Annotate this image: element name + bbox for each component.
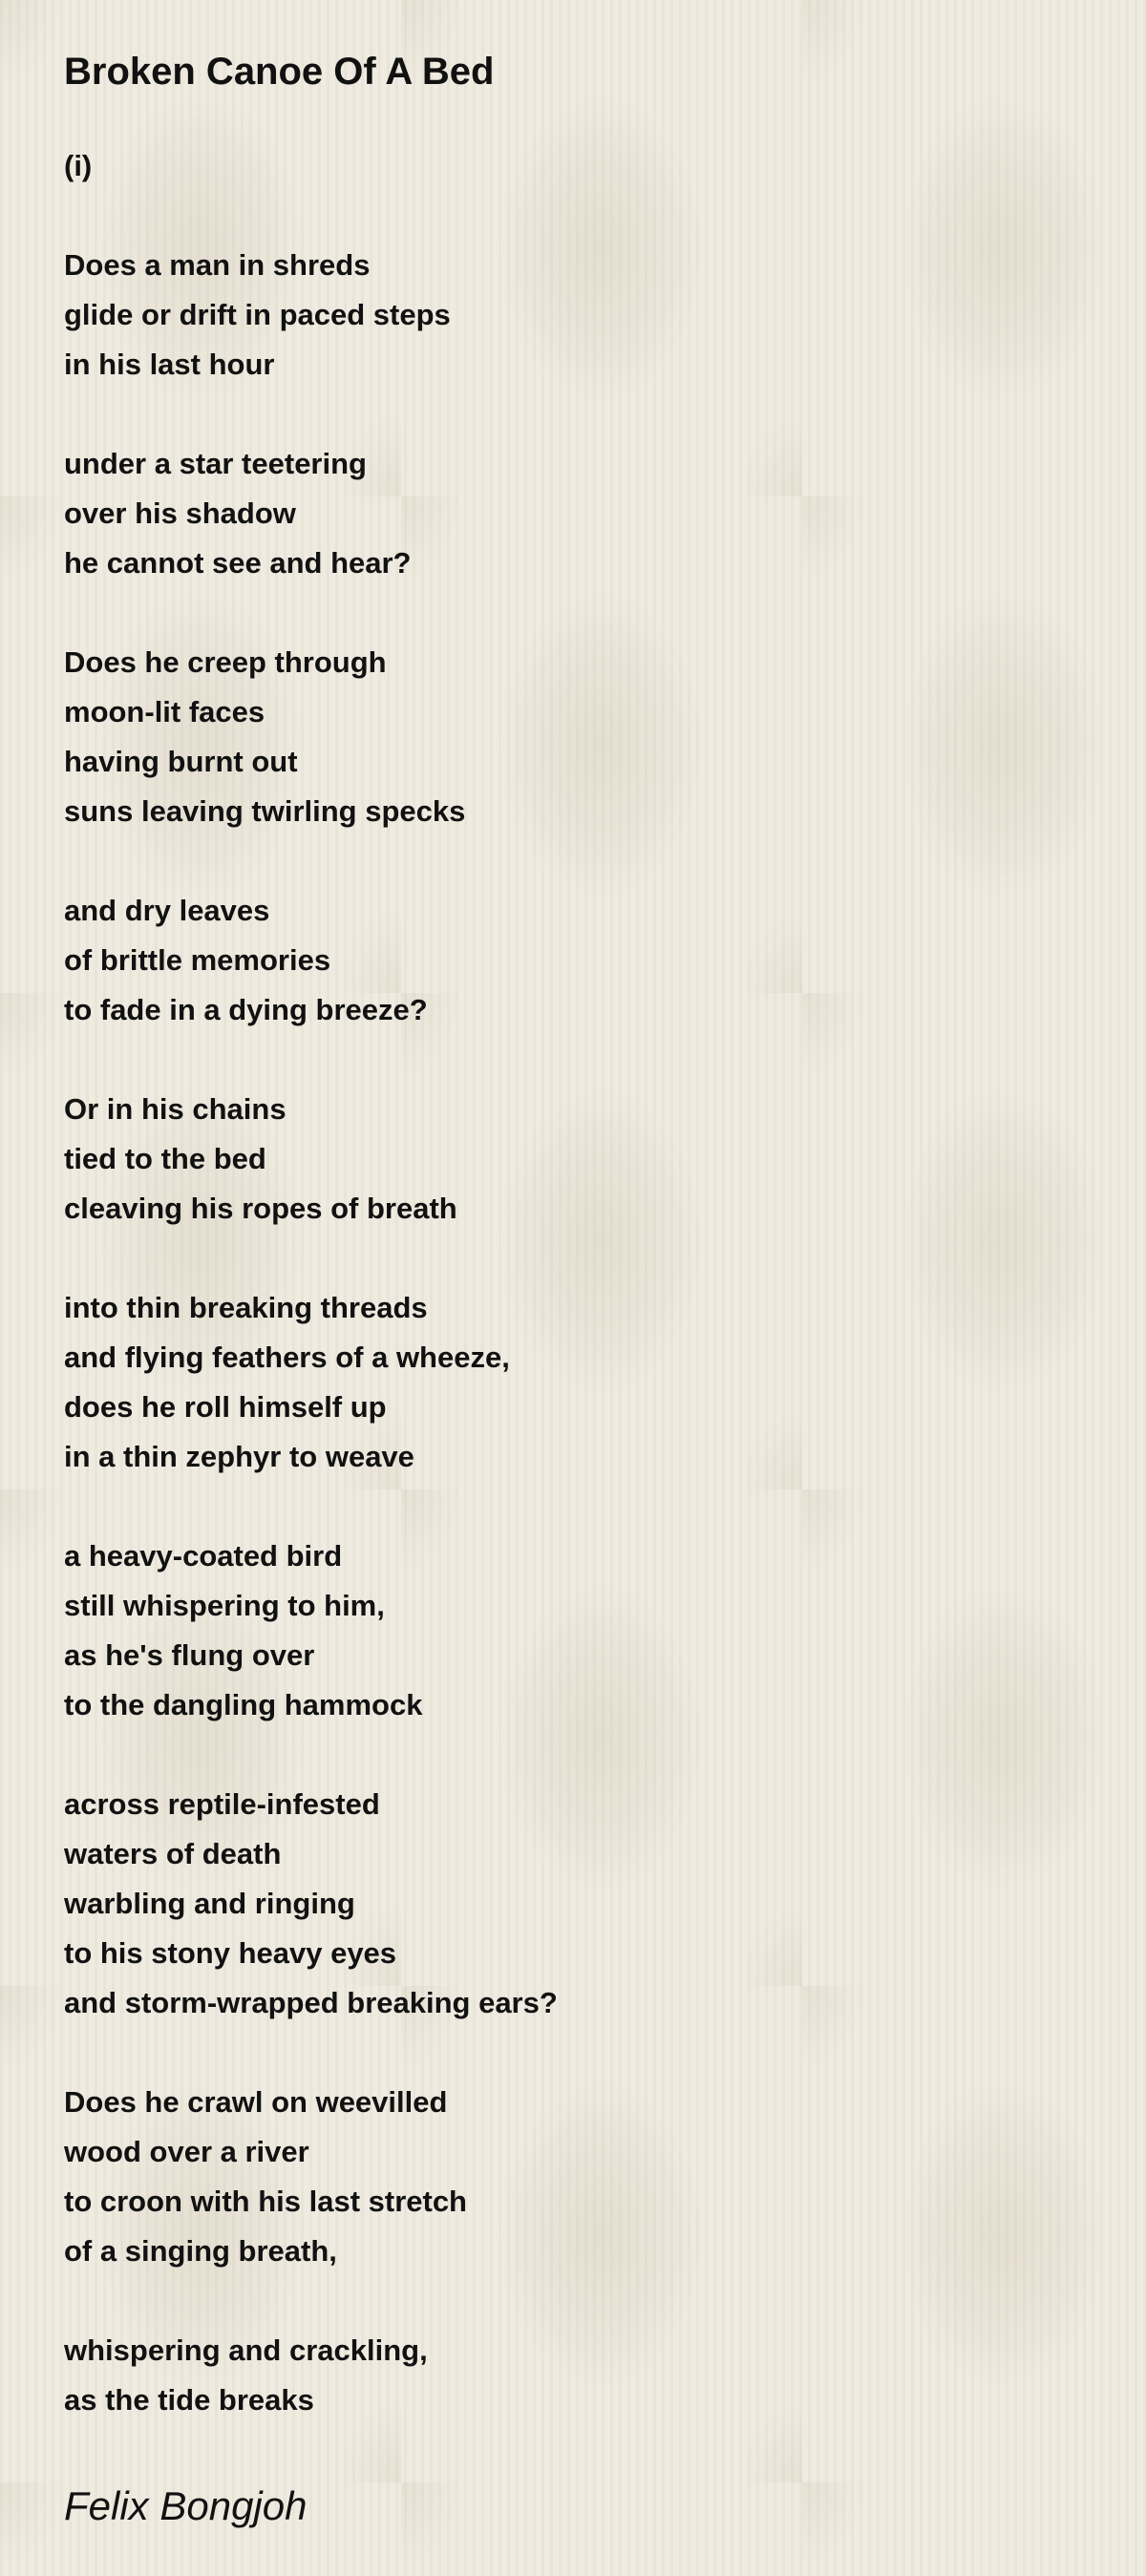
poem-line: to fade in a dying breeze? (64, 993, 428, 1026)
poem-stanza (64, 2326, 1076, 2425)
poem-line: waters of death (64, 1837, 282, 1870)
poem-page (64, 50, 1076, 2530)
poem-stanza (64, 1283, 1076, 1482)
poem-line: still whispering to him, (64, 1589, 385, 1622)
poem-line: as the tide breaks (64, 2383, 314, 2417)
poem-line: cleaving his ropes of breath (64, 1192, 457, 1225)
poem-line: to his stony heavy eyes (64, 1936, 397, 1970)
poem-line: to the dangling hammock (64, 1688, 423, 1721)
poem-line: he cannot see and hear? (64, 546, 412, 580)
poem-title: Broken Canoe Of A Bed (64, 51, 495, 93)
poem-line: to croon with his last stretch (64, 2185, 467, 2218)
poem-line: across reptile-infested (64, 1787, 380, 1821)
poem-stanza (64, 886, 1076, 1035)
poem-stanza (64, 141, 1076, 191)
poem-line: and storm-wrapped breaking ears? (64, 1986, 558, 2019)
poem-line: Does he creep through (64, 645, 387, 679)
poem-line: over his shadow (64, 496, 296, 530)
poem-line: wood over a river (64, 2135, 309, 2168)
poem-line: tied to the bed (64, 1142, 266, 1175)
poem-line: does he roll himself up (64, 1390, 387, 1424)
poem-stanza (64, 638, 1076, 836)
poem-line: Does a man in shreds (64, 248, 371, 282)
poem-line: in a thin zephyr to weave (64, 1440, 414, 1473)
poem-line: of brittle memories (64, 943, 331, 977)
poem-line: Or in his chains (64, 1092, 286, 1126)
poem-line: suns leaving twirling specks (64, 794, 466, 828)
poem-stanza (64, 1085, 1076, 1234)
poem-line: glide or drift in paced steps (64, 298, 451, 331)
poem-line: in his last hour (64, 348, 275, 381)
poem-line: and flying feathers of a wheeze, (64, 1341, 510, 1374)
poem-line: Does he crawl on weevilled (64, 2085, 448, 2119)
poem-line: warbling and ringing (64, 1887, 355, 1920)
poem-stanza (64, 241, 1076, 390)
poem-line: (i) (64, 149, 93, 182)
poem-line: a heavy-coated bird (64, 1539, 343, 1573)
poem-line: whispering and crackling, (64, 2333, 428, 2367)
poem-line: into thin breaking threads (64, 1291, 428, 1324)
poem-stanza (64, 439, 1076, 588)
poem-line: moon-lit faces (64, 695, 265, 728)
poem-line: of a singing breath, (64, 2234, 337, 2268)
poem-line: as he's flung over (64, 1638, 315, 1672)
poem-line: and dry leaves (64, 894, 270, 927)
poem-line: having burnt out (64, 745, 298, 778)
poem-stanza (64, 1780, 1076, 2028)
poem-body (64, 141, 1076, 2425)
poem-author: Felix Bongjoh (64, 2483, 308, 2528)
poem-line: under a star teetering (64, 447, 367, 480)
poem-stanza (64, 2078, 1076, 2276)
poem-stanza (64, 1531, 1076, 1730)
